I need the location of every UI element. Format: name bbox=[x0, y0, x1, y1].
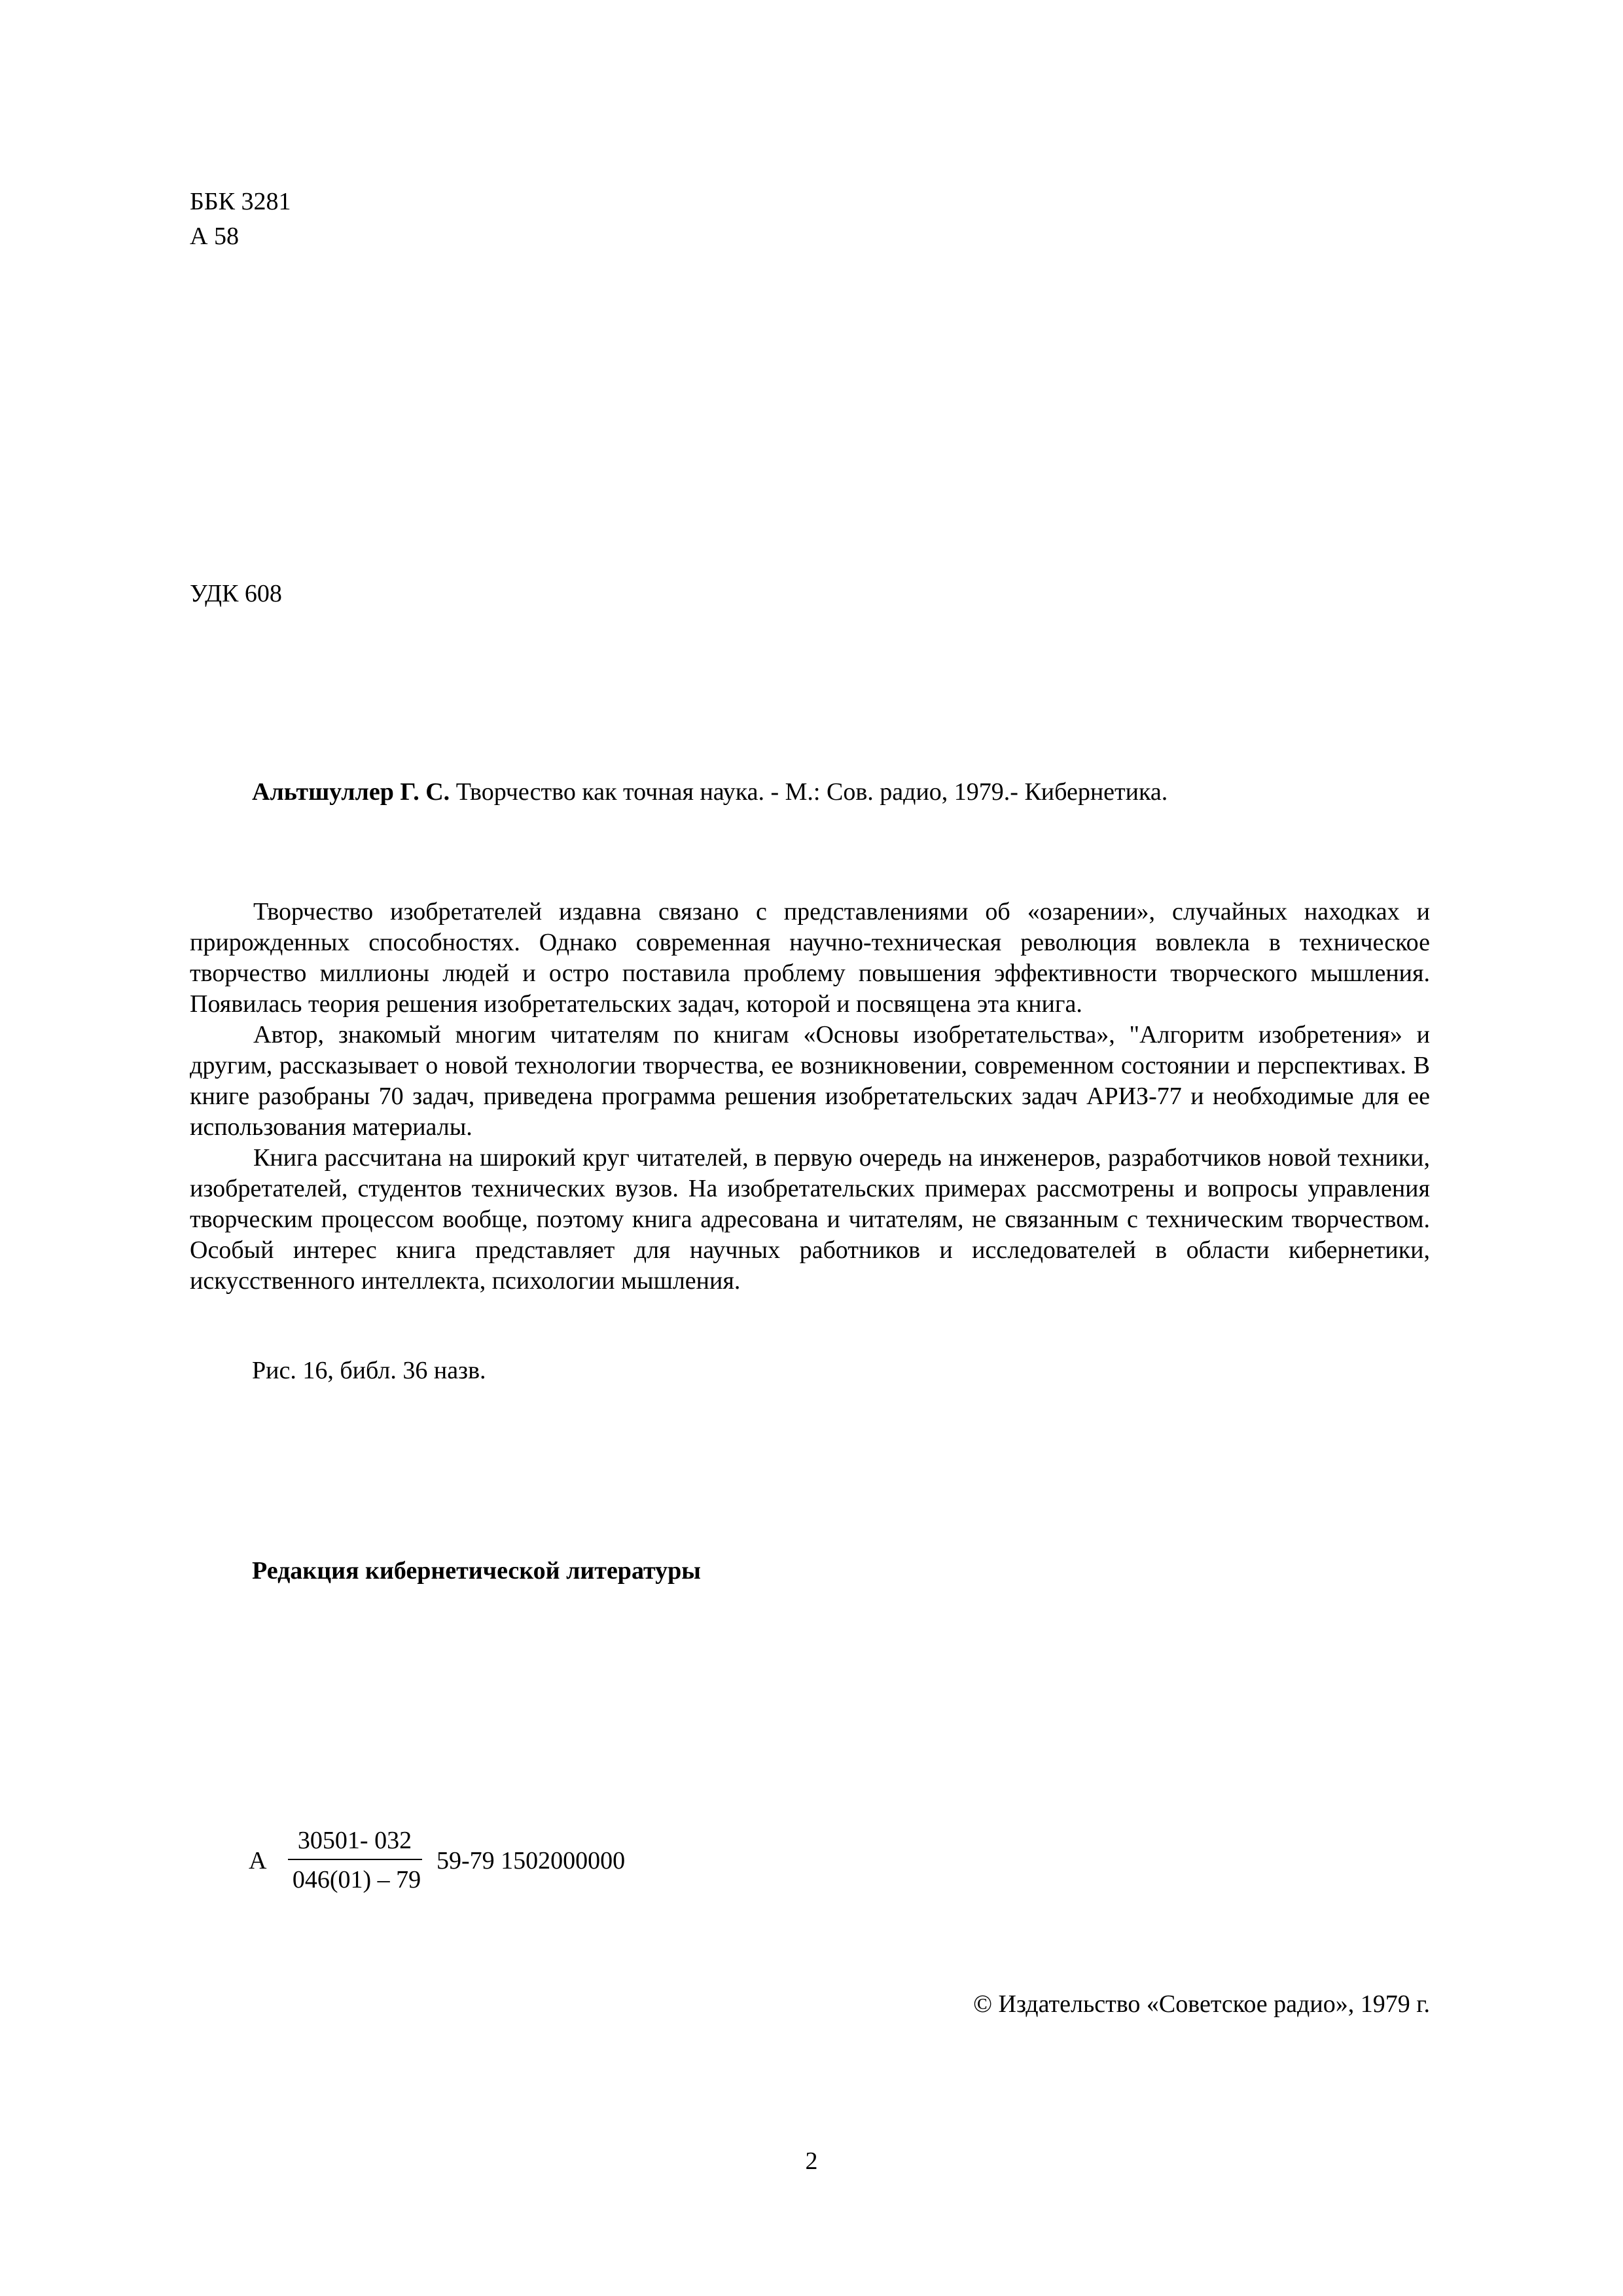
classification-block bbox=[190, 185, 291, 254]
editorial-office: Редакция кибернетической литературы bbox=[252, 1557, 701, 1585]
annotation-paragraph-3: Книга рассчитана на широкий круг читателей, в первую очередь на инженеров, разработчиков новой техники, изобретателей, студентов технических вузов. На изобретательских примерах рассмотрены и вопросы управления творческим процессом вообще, поэтому книга адресована и читателям, не связанным с техническим творчеством. Особый интерес книга представляет для научных работников и исследователей в области кибернетики, искусственного интеллекта, психологии мышления. bbox=[190, 1144, 1430, 1295]
catalog-denominator: 046(01) – 79 bbox=[292, 1866, 421, 1893]
author-mark: А 58 bbox=[190, 223, 239, 250]
bbk-code: ББК 3281 bbox=[190, 188, 291, 215]
catalog-numerator: 30501- 032 bbox=[297, 1827, 412, 1854]
figures-note: Рис. 16, библ. 36 назв. bbox=[252, 1357, 486, 1384]
catalog-prefix: А bbox=[249, 1847, 267, 1874]
book-description: Творчество как точная наука. - М.: Сов. радио, 1979.- Кибернетика. bbox=[455, 778, 1168, 806]
annotation bbox=[190, 897, 1430, 1297]
catalog-suffix: 59-79 1502000000 bbox=[437, 1847, 626, 1874]
annotation-paragraph-1: Творчество изобретателей издавна связано с представлениями об «озарении», случайных находках и прирожденных способностях. Однако современная научно-техническая революция вовлекла в техническое творчество миллионы людей и остро поставила проблему повышения эффективности творческого мышления. Появилась теория решения изобретательских задач, которой и посвящена эта книга. bbox=[190, 898, 1430, 1018]
author-name: Альтшуллер Г. С. bbox=[252, 778, 450, 806]
page-number: 2 bbox=[805, 2147, 818, 2175]
copyright-notice: © Издательство «Советское радио», 1979 г. bbox=[973, 1990, 1430, 2018]
bibliographic-record bbox=[252, 778, 1168, 808]
fraction-bar bbox=[288, 1859, 422, 1860]
annotation-paragraph-2: Автор, знакомый многим читателям по книгам «Основы изобретательства», "Алгоритм изобретения» и другим, рассказывает о новой технологии творчества, ее возникновении, современном состоянии и перспективах. В книге разобраны 70 задач, приведена программа решения изобретательских задач АРИЗ-77 и необходимые для ее использования материалы. bbox=[190, 1021, 1430, 1141]
udk-code: УДК 608 bbox=[190, 580, 282, 607]
